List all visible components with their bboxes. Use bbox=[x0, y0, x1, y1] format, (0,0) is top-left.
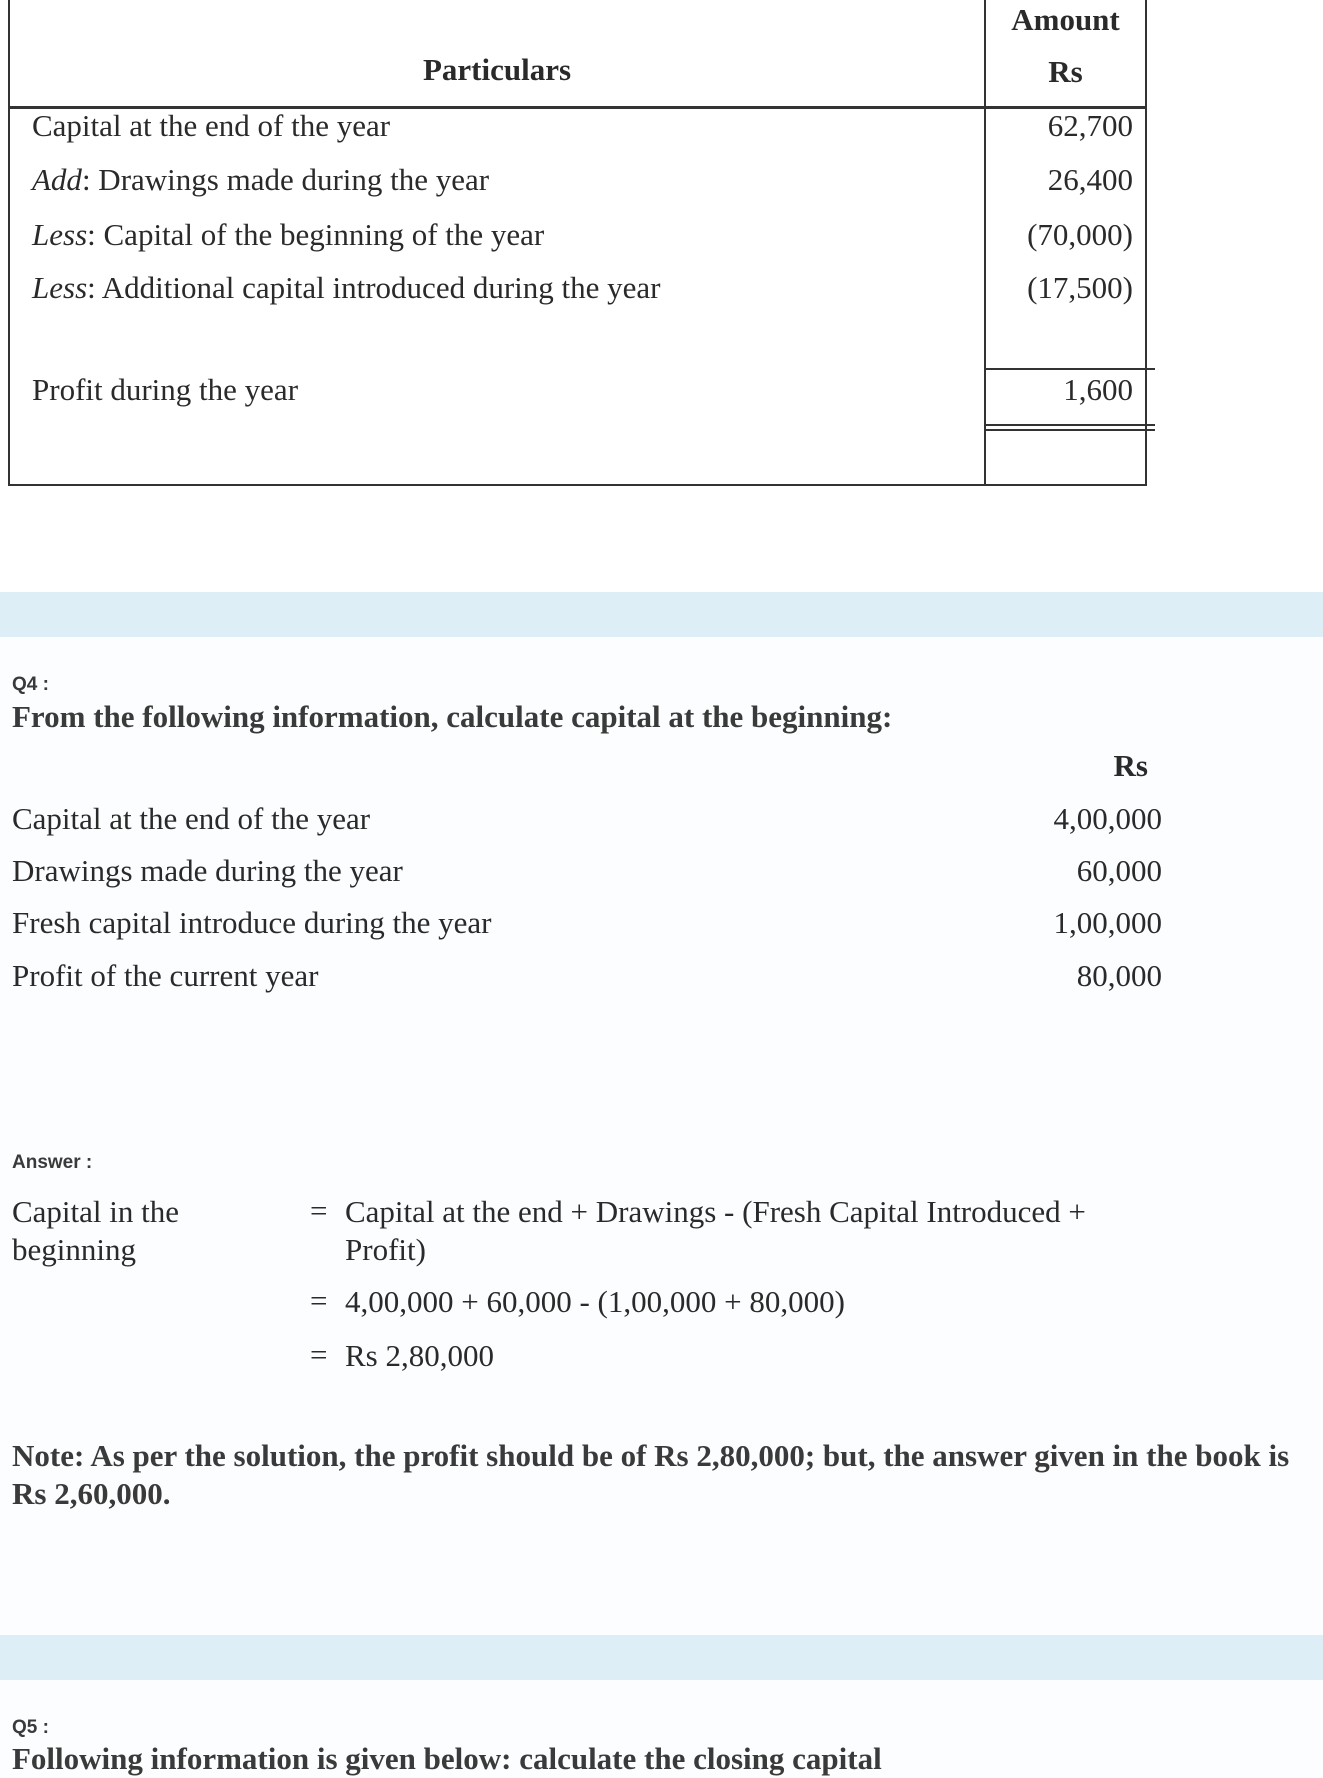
answer-step: 4,00,000 + 60,000 - (1,00,000 + 80,000) bbox=[345, 1284, 845, 1319]
answer-step: Rs 2,80,000 bbox=[345, 1338, 494, 1373]
table-row bbox=[10, 108, 1145, 148]
answer-note: Note: As per the solution, the profit should be of Rs 2,80,000; but, the answer given in the book is Rs 2,60,000. bbox=[12, 1438, 1290, 1511]
row-value: (17,500) bbox=[1027, 270, 1133, 305]
info-row bbox=[12, 905, 1162, 945]
info-label: Drawings made during the year bbox=[12, 853, 403, 888]
answer-step: Capital at the end + Drawings - (Fresh Capital Introduced + Profit) bbox=[345, 1194, 1086, 1267]
info-value: 4,00,000 bbox=[1053, 801, 1162, 836]
table-row bbox=[10, 162, 1145, 202]
q4-label: Q4 : bbox=[12, 674, 49, 695]
info-value: 80,000 bbox=[1076, 958, 1162, 993]
answer-label: Answer : bbox=[12, 1152, 93, 1173]
amount-header: Amount bbox=[1011, 2, 1120, 37]
total-row bbox=[10, 372, 1145, 412]
row-value: 26,400 bbox=[1047, 162, 1133, 197]
q4-title: From the following information, calculate capital at the beginning: bbox=[12, 699, 893, 734]
row-label: Capital at the end of the year bbox=[32, 108, 391, 143]
info-row bbox=[12, 853, 1162, 893]
row-label: Less: Additional capital introduced during the year bbox=[32, 270, 661, 305]
currency-header: Rs bbox=[1048, 54, 1083, 89]
total-value: 1,600 bbox=[1063, 372, 1133, 407]
info-label: Fresh capital introduce during the year bbox=[12, 905, 492, 940]
total-label: Profit during the year bbox=[32, 372, 299, 407]
double-rule-top bbox=[984, 424, 1155, 426]
answer-lhs: Capital in the beginning bbox=[12, 1194, 180, 1267]
info-row bbox=[12, 801, 1162, 841]
table-row bbox=[10, 270, 1145, 310]
row-label: Less: Capital of the beginning of the year bbox=[32, 217, 545, 252]
row-label: Add: Drawings made during the year bbox=[32, 162, 490, 197]
capital-profit-table bbox=[8, 0, 1147, 486]
q5-title: Following information is given below: calculate the closing capital bbox=[12, 1741, 882, 1776]
row-value: (70,000) bbox=[1027, 217, 1133, 252]
equals-sign: = bbox=[310, 1337, 328, 1372]
equals-sign: = bbox=[310, 1283, 328, 1318]
double-rule-bottom bbox=[984, 429, 1155, 431]
section-divider-band bbox=[0, 592, 1323, 637]
section-divider-band bbox=[0, 1635, 1323, 1680]
info-value: 1,00,000 bbox=[1053, 905, 1162, 940]
sum-rule bbox=[984, 368, 1155, 370]
row-value: 62,700 bbox=[1047, 108, 1133, 143]
equals-sign: = bbox=[310, 1193, 328, 1228]
q5-label: Q5 : bbox=[12, 1717, 49, 1738]
info-row bbox=[12, 958, 1162, 998]
info-label: Capital at the end of the year bbox=[12, 801, 371, 836]
particulars-header: Particulars bbox=[422, 52, 572, 87]
info-value: 60,000 bbox=[1076, 853, 1162, 888]
table-row bbox=[10, 217, 1145, 257]
q4-currency-header: Rs bbox=[1113, 748, 1148, 783]
info-label: Profit of the current year bbox=[12, 958, 319, 993]
